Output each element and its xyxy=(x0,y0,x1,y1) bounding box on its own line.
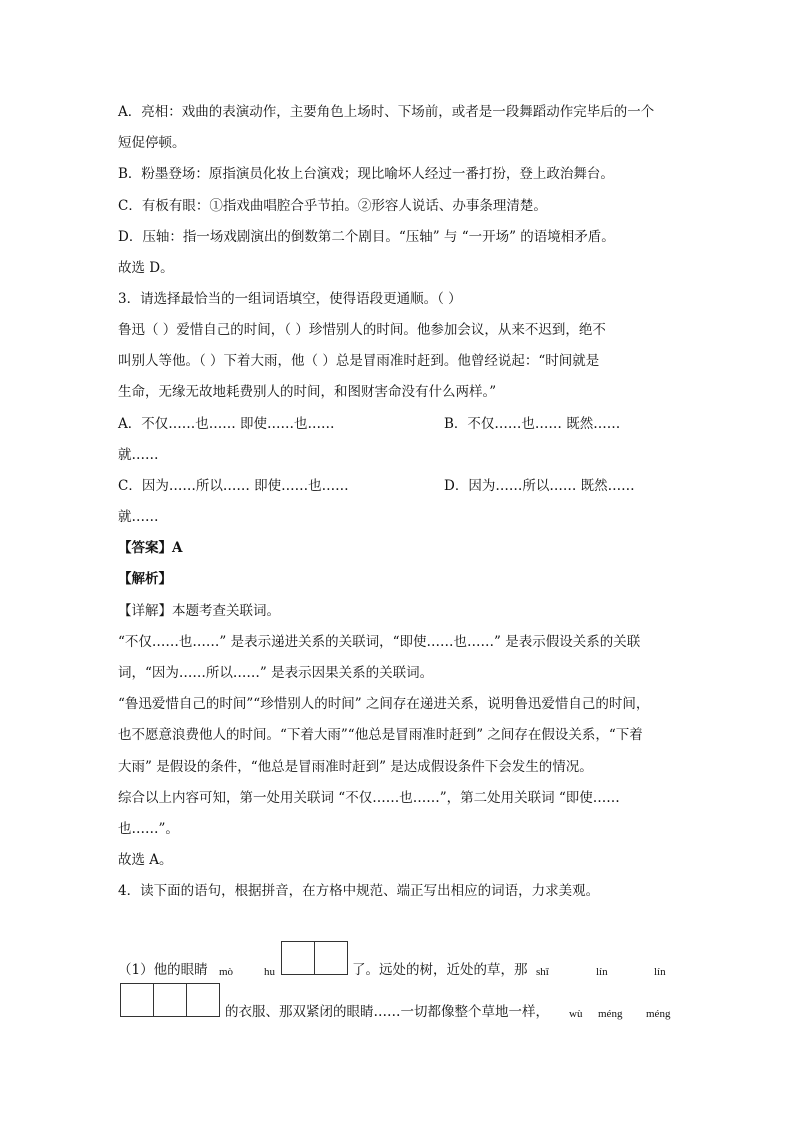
q3-option-d: D．因为……所以…… 既然…… xyxy=(444,478,635,494)
q3-explanation-line2: 词，“因为……所以……” 是表示因果关系的关联词。 xyxy=(118,665,434,681)
pinyin-hu: hu xyxy=(264,966,275,978)
q3-option-c: C．因为……所以…… 即使……也…… xyxy=(118,478,349,494)
q3-option-b: B．不仅……也…… 既然…… xyxy=(444,416,621,432)
q3-explanation-line7: 也……”。 xyxy=(118,821,179,837)
q3-detail: 【详解】本题考查关联词。 xyxy=(118,603,280,619)
option-d-explanation: D．压轴：指一场戏剧演出的倒数第二个剧目。“压轴” 与 “一开场” 的语境相矛盾。 xyxy=(118,229,615,245)
previous-conclusion: 故选 D。 xyxy=(118,260,174,276)
option-c-explanation: C．有板有眼：①指戏曲唱腔合乎节拍。②形容人说话、办事条理清楚。 xyxy=(118,198,547,214)
pinyin-meng-2: méng xyxy=(646,1008,671,1020)
pinyin-meng-1: méng xyxy=(598,1008,623,1020)
q3-analysis-label: 【解析】 xyxy=(118,571,172,587)
q3-passage-line1: 鲁迅（ ）爱惜自己的时间，（ ）珍惜别人的时间。他参加会议，从来不迟到，绝不 xyxy=(118,322,606,338)
option-a-explanation-line2: 短促停顿。 xyxy=(118,135,186,151)
answer-box-2b[interactable] xyxy=(153,983,187,1017)
q4-sentence1-middle: 了。远处的树，近处的草，那 xyxy=(352,962,528,978)
pinyin-lin-2: lín xyxy=(654,966,666,978)
q4-sentence2-middle: 的衣服、那双紧闭的眼睛……一切都像整个草地一样， xyxy=(225,1004,549,1020)
answer-box-2a[interactable] xyxy=(120,983,154,1017)
answer-box-1a[interactable] xyxy=(281,941,315,975)
pinyin-wu: wù xyxy=(569,1008,583,1020)
q3-explanation-line5: 大雨” 是假设的条件，“他总是冒雨准时赶到” 是达成假设条件下会发生的情况。 xyxy=(118,759,593,775)
pinyin-lin-1: lín xyxy=(596,966,608,978)
answer-box-2c[interactable] xyxy=(186,983,220,1017)
q3-explanation-line4: 也不愿意浪费他人的时间。“下着大雨”“他总是冒雨准时赶到” 之间存在假设关系，“下着 xyxy=(118,727,643,743)
q3-explanation-line6: 综合以上内容可知，第一处用关联词 “不仅……也……”，第二处用关联词 “即使…… xyxy=(118,790,620,806)
q3-explanation-line3: “鲁迅爱惜自己的时间”“珍惜别人的时间” 之间存在递进关系，说明鲁迅爱惜自己的时间， xyxy=(118,696,650,712)
pinyin-shi: shī xyxy=(536,966,549,978)
q3-answer: 【答案】A xyxy=(118,540,183,556)
q3-stem: 3．请选择最恰当的一组词语填空，使得语段更通顺。（ ） xyxy=(118,291,462,307)
q3-option-b-continued: 就…… xyxy=(118,447,159,463)
q3-passage-line2: 叫别人等他。（ ）下着大雨，他（ ）总是冒雨准时赶到。他曾经说起：“时间就是 xyxy=(118,353,600,369)
q3-explanation-line1: “不仅……也……” 是表示递进关系的关联词，“即使……也……” 是表示假设关系的关联 xyxy=(118,634,641,650)
answer-grid-1 xyxy=(281,941,347,975)
q3-conclusion: 故选 A。 xyxy=(118,852,173,868)
option-a-explanation-line1: A．亮相：戏曲的表演动作，主要角色上场时、下场前，或者是一段舞蹈动作完毕后的一个 xyxy=(118,104,655,120)
pinyin-mo: mò xyxy=(219,966,234,978)
q3-option-a: A．不仅……也…… 即使……也…… xyxy=(118,416,335,432)
q4-stem: 4．读下面的语句，根据拼音，在方格中规范、端正写出相应的词语，力求美观。 xyxy=(118,883,600,899)
answer-grid-2 xyxy=(120,983,219,1017)
q4-sentence1-prefix: （1）他的眼睛 xyxy=(118,962,208,978)
q3-passage-line3: 生命，无缘无故地耗费别人的时间，和图财害命没有什么两样。” xyxy=(118,384,497,400)
option-b-explanation: B．粉墨登场：原指演员化妆上台演戏；现比喻坏人经过一番打扮，登上政治舞台。 xyxy=(118,166,614,182)
answer-box-1b[interactable] xyxy=(314,941,348,975)
q3-option-d-continued: 就…… xyxy=(118,509,159,525)
